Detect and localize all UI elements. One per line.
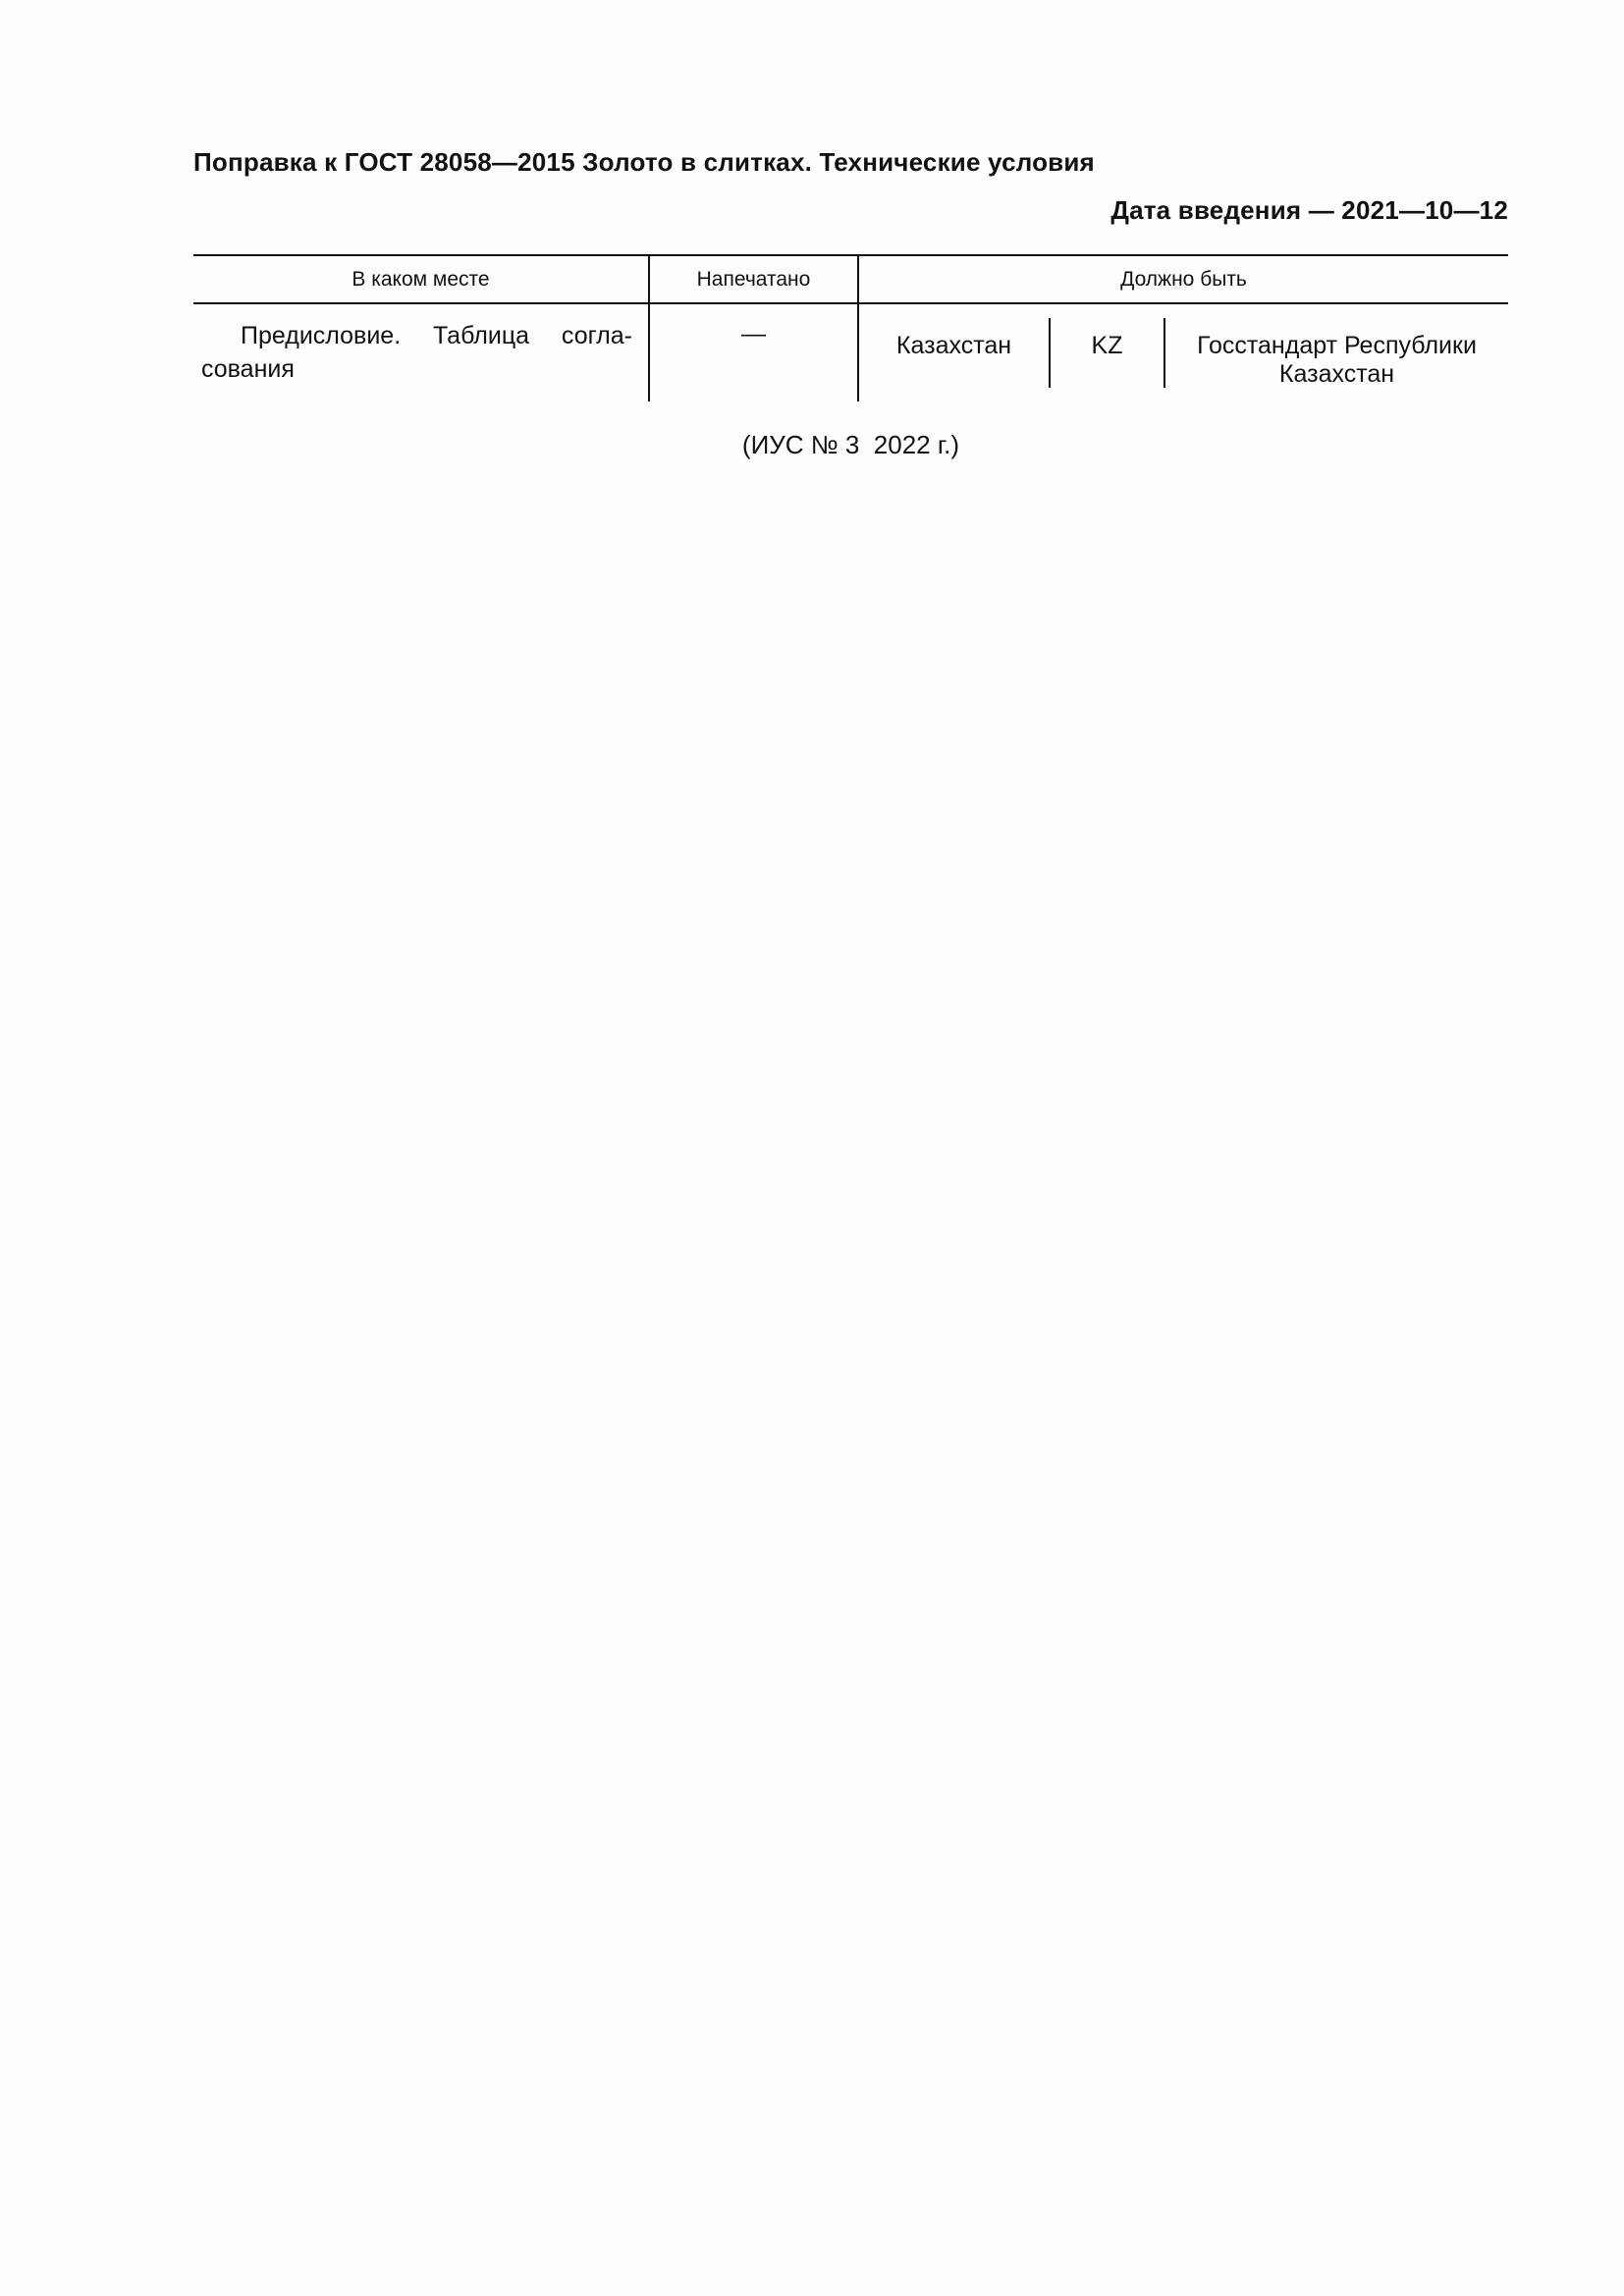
place-text-value: Предисловие. Таблица согла-сования xyxy=(201,322,632,383)
introduction-date: Дата введения — 2021—10—12 xyxy=(1110,195,1508,225)
header-place: В каком месте xyxy=(193,255,649,303)
should-be-country: Казахстан xyxy=(859,318,1051,388)
header-should-be: Должно быть xyxy=(858,255,1508,303)
document-title: Поправка к ГОСТ 28058—2015 Золото в слитках. Технические условия xyxy=(193,147,1095,177)
cell-printed xyxy=(649,303,858,401)
should-be-subtable xyxy=(859,304,1508,401)
printed-value: — xyxy=(741,320,766,347)
table-row xyxy=(193,303,1508,401)
ius-reference: (ИУС № 3 2022 г.) xyxy=(741,430,960,459)
table-header-row xyxy=(193,255,1508,303)
should-be-code: KZ xyxy=(1051,318,1165,388)
amendment-table xyxy=(193,254,1508,401)
header-printed: Напечатано xyxy=(649,255,858,303)
place-text xyxy=(193,304,648,386)
should-be-organization: Госстандарт Республики Казахстан xyxy=(1197,332,1477,388)
cell-place xyxy=(193,303,649,401)
cell-should-be xyxy=(858,303,1508,401)
